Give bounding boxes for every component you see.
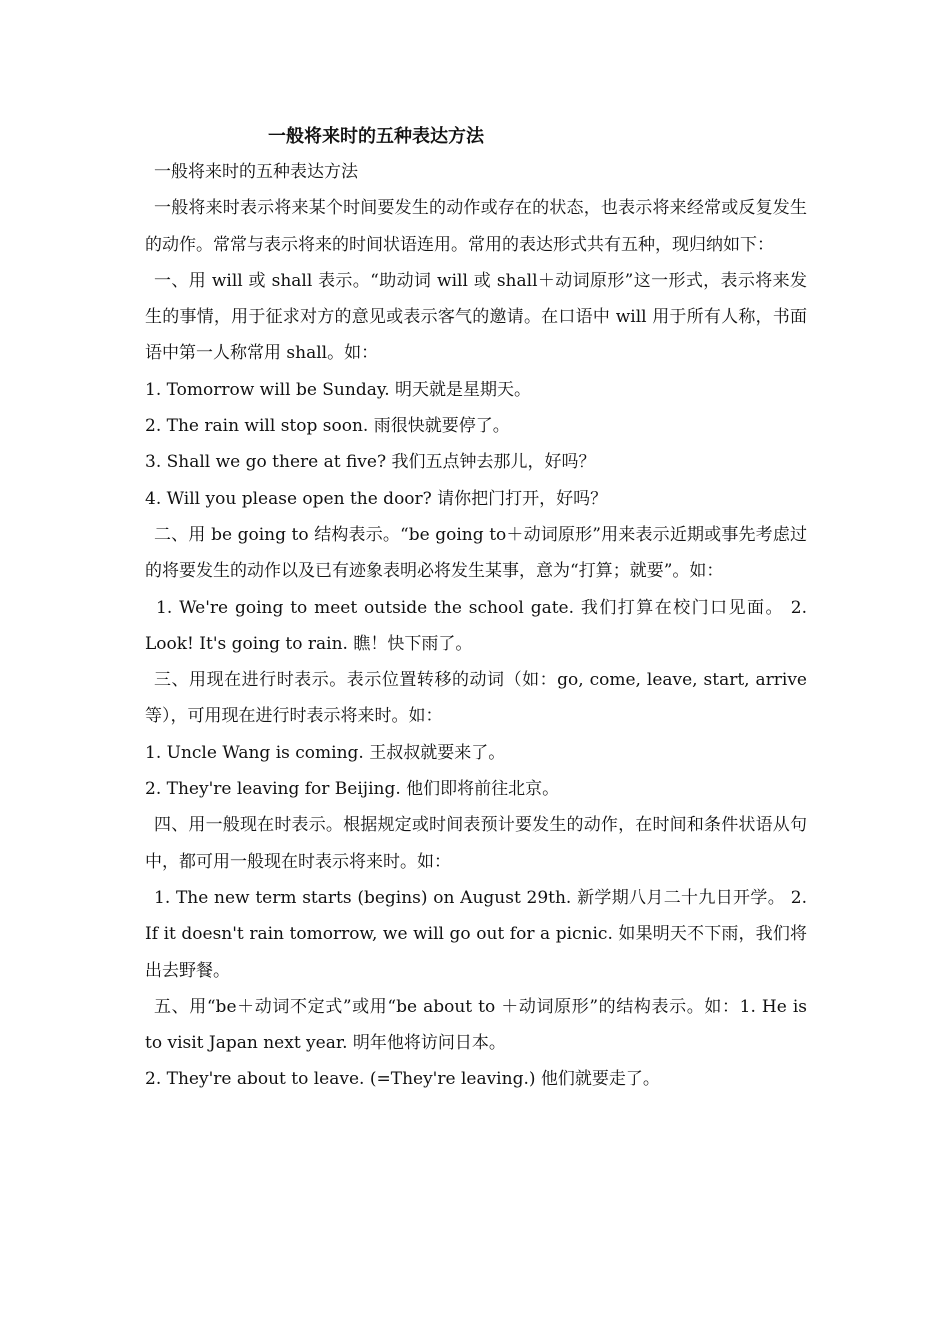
section-5-heading: 五、用“be＋动词不定式”或用“be about to ＋动词原形”的结构表示。如：1. He is to visit Japan next year. 明年他将访问日本。 xyxy=(145,996,807,1054)
section-3-example-1: 1. Uncle Wang is coming. 王叔叔就要来了。 xyxy=(145,742,506,763)
section-2-example-1: 1. We're going to meet outside the school gate. 我们打算在校门口见面。 2. Look! It's going to rain. 瞧！快下雨了。 xyxy=(145,597,807,654)
document-title: 一般将来时的五种表达方法 xyxy=(268,126,484,147)
section-2-heading: 二、用 be going to 结构表示。“be going to＋动词原形”用来表示近期或事先考虑过的将要发生的动作以及已有迹象表明必将发生某事，意为“打算；就要”。如： xyxy=(145,524,807,582)
section-3-example-2: 2. They're leaving for Beijing. 他们即将前往北京。 xyxy=(145,779,560,800)
section-1-example-4: 4. Will you please open the door? 请你把门打开，好吗？ xyxy=(145,488,608,509)
section-1-example-1: 1. Tomorrow will be Sunday. 明天就是星期天。 xyxy=(145,379,532,400)
section-1-example-2: 2. The rain will stop soon. 雨很快就要停了。 xyxy=(145,416,510,437)
document-body xyxy=(145,154,807,1098)
section-1-example-3: 3. Shall we go there at five? 我们五点钟去那儿，好吗？ xyxy=(145,452,596,473)
intro-paragraph: 一般将来时表示将来某个时间要发生的动作或存在的状态，也表示将来经常或反复发生的动作。常常与表示将来的时间状语连用。常用的表达形式共有五种，现归纳如下： xyxy=(145,198,807,255)
section-4-heading: 四、用一般现在时表示。根据规定或时间表预计要发生的动作，在时间和条件状语从句中，都可用一般现在时表示将来时。如： xyxy=(145,815,807,872)
section-1-heading: 一、用 will 或 shall 表示。“助动词 will 或 shall＋动词原形”这一形式，表示将来发生的事情，用于征求对方的意见或表示客气的邀请。在口语中 will 用于所有人称，书面语中第一人称常用 shall。如： xyxy=(145,270,807,364)
subtitle: 一般将来时的五种表达方法 xyxy=(154,162,358,182)
section-3-heading: 三、用现在进行时表示。表示位置转移的动词（如：go, come, leave, start, arrive 等），可用现在进行时表示将来时。如： xyxy=(145,670,807,727)
section-5-example-2: 2. They're about to leave. (=They're leaving.) 他们就要走了。 xyxy=(145,1069,660,1090)
section-4-example-1: 1. The new term starts (begins) on August 29th. 新学期八月二十九日开学。 2. If it doesn't rain tomorrow, we will go out for a picnic. 如果明天不下雨，我们将出去野餐。 xyxy=(145,887,807,981)
